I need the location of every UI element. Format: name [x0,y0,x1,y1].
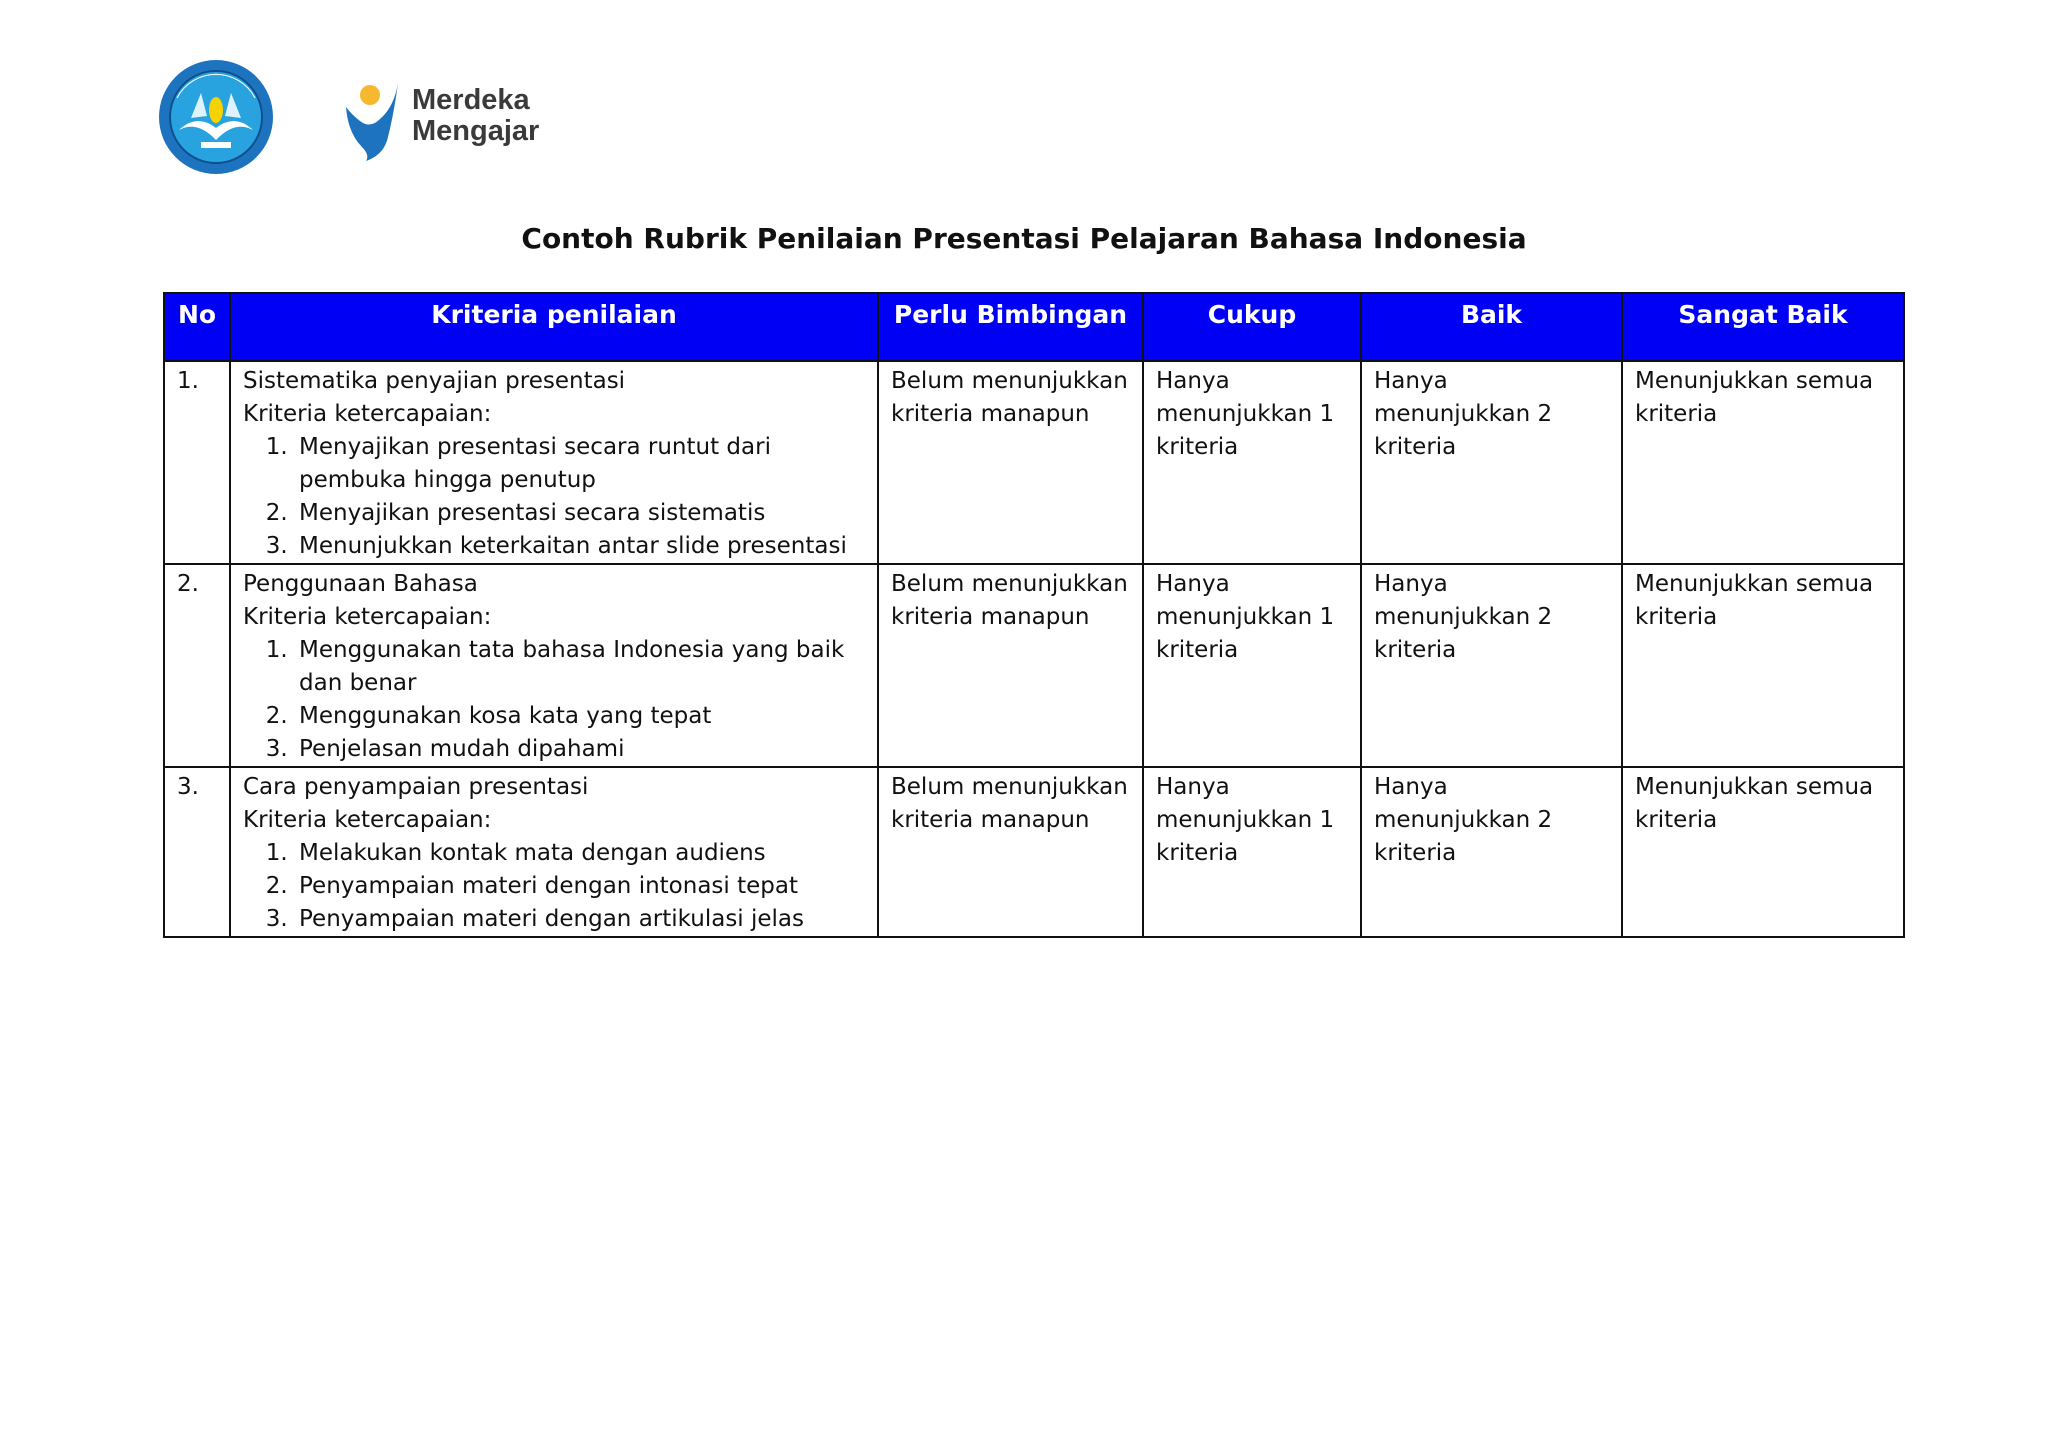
criteria-cell [230,361,878,564]
criteria-heading: Penggunaan Bahasa [243,571,478,597]
header-kriteria: Kriteria penilaian [230,293,878,361]
rubric-table [163,292,1905,938]
criteria-item: 1. Melakukan kontak mata dengan audiens [295,837,867,870]
header-baik: Baik [1361,293,1622,361]
cukup-cell: Hanya menunjukkan 1 kriteria [1143,767,1361,937]
criteria-item: 3. Menunjukkan keterkaitan antar slide presentasi [295,530,867,563]
baik-cell: Hanya menunjukkan 2 kriteria [1361,767,1622,937]
sangat-baik-cell: Menunjukkan semua kriteria [1622,361,1904,564]
criteria-list [243,634,867,766]
cukup-cell: Hanya menunjukkan 1 kriteria [1143,361,1361,564]
table-header-row [164,293,1904,361]
header-sangat-baik: Sangat Baik [1622,293,1904,361]
row-number: 1. [164,361,230,564]
criteria-heading: Cara penyampaian presentasi [243,774,589,800]
row-number: 2. [164,564,230,767]
criteria-item: 1. Menyajikan presentasi secara runtut dari pembuka hingga penutup [295,431,867,497]
criteria-item: 3. Penyampaian materi dengan artikulasi jelas [295,903,867,936]
criteria-subheading: Kriteria ketercapaian: [243,807,492,833]
merdeka-mengajar-logo [340,77,570,163]
sangat-baik-cell: Menunjukkan semua kriteria [1622,767,1904,937]
baik-cell: Hanya menunjukkan 2 kriteria [1361,361,1622,564]
criteria-item: 2. Menyajikan presentasi secara sistematis [295,497,867,530]
criteria-subheading: Kriteria ketercapaian: [243,401,492,427]
criteria-item: 1. Menggunakan tata bahasa Indonesia yang baik dan benar [295,634,867,700]
criteria-cell [230,767,878,937]
criteria-cell [230,564,878,767]
criteria-list [243,837,867,936]
criteria-list [243,431,867,563]
criteria-subheading: Kriteria ketercapaian: [243,604,492,630]
page-title: Contoh Rubrik Penilaian Presentasi Pelajaran Bahasa Indonesia [521,222,1527,255]
table-row [164,564,1904,767]
criteria-item: 3. Penjelasan mudah dipahami [295,733,867,766]
baik-cell: Hanya menunjukkan 2 kriteria [1361,564,1622,767]
logo-line-1: Merdeka [412,84,530,116]
criteria-item: 2. Menggunakan kosa kata yang tepat [295,700,867,733]
header-cukup: Cukup [1143,293,1361,361]
sangat-baik-cell: Menunjukkan semua kriteria [1622,564,1904,767]
perlu-bimbingan-cell: Belum menunjukkan kriteria manapun [878,564,1143,767]
row-number: 3. [164,767,230,937]
merdeka-mengajar-wordmark [412,85,539,147]
logo-line-2: Mengajar [412,115,540,147]
criteria-item: 2. Penyampaian materi dengan intonasi tepat [295,870,867,903]
criteria-heading: Sistematika penyajian presentasi [243,368,626,394]
table-row [164,767,1904,937]
cukup-cell: Hanya menunjukkan 1 kriteria [1143,564,1361,767]
header-perlu-bimbingan: Perlu Bimbingan [878,293,1143,361]
tut-wuri-handayani-logo [157,58,275,176]
perlu-bimbingan-cell: Belum menunjukkan kriteria manapun [878,767,1143,937]
header-no: No [164,293,230,361]
perlu-bimbingan-cell: Belum menunjukkan kriteria manapun [878,361,1143,564]
table-row [164,361,1904,564]
